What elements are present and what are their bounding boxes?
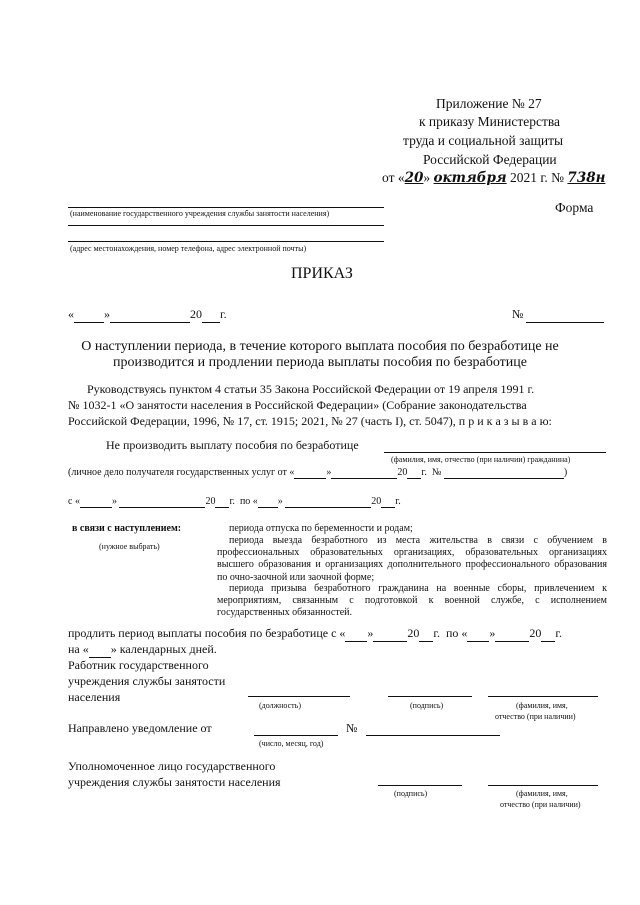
period-row: с « » 20 г. по « » 20 г. [68, 496, 401, 507]
authorized-fio-line[interactable] [488, 785, 598, 786]
period-to-year[interactable] [381, 496, 395, 508]
reason-option-military[interactable]: периода призыва безработного гражданина на военные сборы, привлечением к мероприятиям, связанным с подготовкой к военной службе, с исполнением государственных обязанностей. [217, 583, 607, 619]
institution-name-caption: (наименование государственного учреждения службы занятости населения) [70, 209, 330, 218]
order-year-field[interactable] [202, 307, 220, 323]
document-title: ПРИКАЗ [291, 265, 353, 282]
extend-from-day[interactable] [345, 626, 367, 642]
order-number-row: № [512, 307, 604, 323]
case-day-field[interactable] [294, 467, 326, 479]
authorized-line-1: Уполномоченное лицо государственного [68, 759, 276, 773]
appendix-number: Приложение № 27 [436, 96, 542, 111]
citizen-fio-line[interactable] [384, 452, 606, 453]
reason-option-pregnancy[interactable]: периода отпуска по беременности и родам; [229, 523, 413, 534]
employee-fio-caption-1: (фамилия, имя, [516, 701, 568, 710]
employee-signature-caption: (подпись) [410, 701, 444, 710]
form-label: Форма [555, 200, 594, 215]
institution-name-line[interactable] [68, 207, 384, 208]
employee-signature-line[interactable] [388, 696, 472, 697]
notice-text: Направлено уведомление от [68, 721, 212, 735]
period-from-month[interactable] [119, 496, 205, 508]
period-from-day[interactable] [80, 496, 112, 508]
institution-extra-line[interactable] [68, 225, 384, 226]
reasons-label: в связи с наступлением: [72, 523, 182, 534]
subject-line-2: производится и продлении периода выплаты пособия по безработице [113, 355, 527, 370]
employee-line-2: учреждения службы занятости [68, 674, 226, 688]
case-row: (личное дело получателя государственных услуг от « » 20 г. № ) [68, 467, 568, 478]
extend-row-1: продлить период выплаты пособия по безработице с « » 20 г. по « » 20 г. [68, 626, 562, 640]
subject-line-1: О наступлении периода, в течение которого выплата пособия по безработице не [81, 339, 559, 354]
date-month: октября [433, 170, 507, 186]
order-date-row: « » 20 г. [68, 307, 227, 321]
employee-fio-line[interactable] [488, 696, 598, 697]
notice-number-line[interactable] [366, 735, 500, 736]
reasons-hint: (нужное выбрать) [99, 542, 160, 551]
extend-row-2: на « » календарных дней. [68, 642, 217, 656]
extend-to-year[interactable] [541, 626, 555, 642]
institution-address-caption: (адрес местонахождения, номер телефона, адрес электронной почты) [70, 244, 307, 253]
authorized-fio-caption-1: (фамилия, имя, [516, 789, 568, 798]
no-payment-text: Не производить выплату пособия по безработице [106, 438, 359, 452]
extend-to-month[interactable] [495, 626, 529, 642]
period-from-year[interactable] [215, 496, 229, 508]
notice-date-line[interactable] [254, 735, 338, 736]
appendix-order-ref: к приказу Министерства [419, 114, 561, 129]
appendix-country: Российской Федерации [423, 152, 557, 167]
authorized-signature-caption: (подпись) [394, 789, 428, 798]
appendix-date: от «20» октября 2021 г. № 738н [382, 170, 606, 186]
extend-to-day[interactable] [467, 626, 489, 642]
order-month-field[interactable] [110, 307, 190, 323]
basis-line-3: Российской Федерации, 1996, № 17, ст. 1915; 2021, № 27 (часть I), ст. 5047), п р и к а з ы в а ю: [68, 414, 552, 428]
period-to-month[interactable] [285, 496, 371, 508]
basis-line-1: Руководствуясь пунктом 4 статьи 35 Закона Российской Федерации от 19 апреля 1991 г. [87, 382, 535, 396]
employee-line-1: Работник государственного [68, 658, 209, 672]
notice-date-caption: (число, месяц, год) [259, 739, 324, 748]
order-number: 738н [567, 170, 606, 186]
notice-number-sign: № [346, 721, 358, 735]
authorized-fio-caption-2: отчество (при наличии) [500, 800, 581, 809]
institution-address-line[interactable] [68, 241, 384, 242]
employee-fio-caption-2: отчество (при наличии) [495, 712, 576, 721]
appendix-ministry: труда и социальной защиты [403, 133, 564, 148]
date-day: 20 [404, 170, 424, 186]
extend-from-month[interactable] [373, 626, 407, 642]
order-number-field[interactable] [526, 307, 604, 323]
order-day-field[interactable] [74, 307, 104, 323]
employee-position-line[interactable] [248, 696, 350, 697]
extend-from-year[interactable] [419, 626, 433, 642]
employee-line-3: населения [68, 690, 121, 704]
period-to-day[interactable] [258, 496, 278, 508]
case-year-field[interactable] [407, 467, 421, 479]
citizen-fio-caption: (фамилия, имя, отчество (при наличии) гражданина) [391, 455, 571, 464]
authorized-signature-line[interactable] [378, 785, 462, 786]
reason-option-study[interactable]: периода выезда безработного из места жительства в связи с обучением в профессиональных образовательных организациях, образовательных организациях высшего образования и организациях дополнительного профессионального образования по очно-заочной или заочной форме; [217, 535, 607, 583]
authorized-line-2: учреждения службы занятости населения [68, 775, 281, 789]
employee-position-caption: (должность) [259, 701, 301, 710]
basis-line-2: № 1032-1 «О занятости населения в Российской Федерации» (Собрание законодательства [68, 398, 527, 412]
case-number-field[interactable] [444, 467, 564, 479]
extend-days-field[interactable] [89, 642, 111, 658]
case-month-field[interactable] [331, 467, 397, 479]
